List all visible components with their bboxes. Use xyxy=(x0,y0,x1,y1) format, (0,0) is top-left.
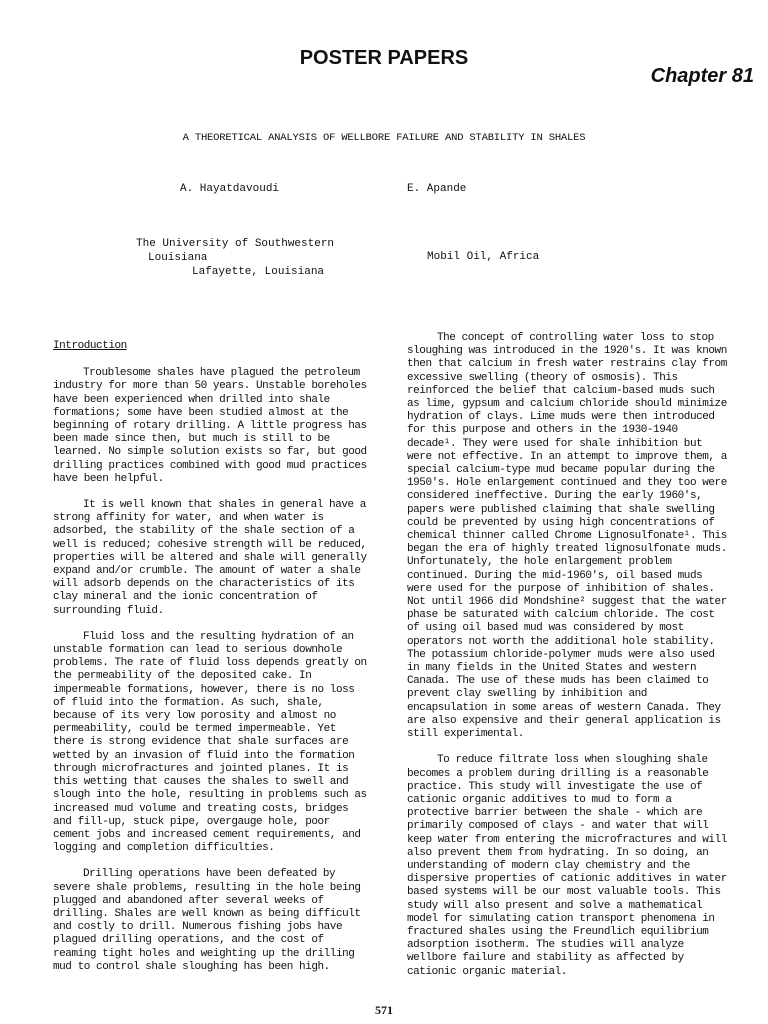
affiliation-2: Mobil Oil, Africa xyxy=(427,251,540,263)
author-name: A. Hayatdavoudi xyxy=(180,183,280,195)
section-heading: Introduction xyxy=(53,340,127,352)
paragraph: Drilling operations have been defeated by severe shale problems, resulting in the hole being plugged and abandoned after several weeks of drilling. Shales are well known as being difficult and costly to drill. Numerous fishing jobs have plagued drilling operations, and the cost of reaming tight holes and weighting up the drilling mud to control shale sloughing has been high. xyxy=(53,868,361,973)
paper-title: A THEORETICAL ANALYSIS OF WELLBORE FAILURE AND STABILITY IN SHALES xyxy=(182,132,586,144)
affiliation-line: Louisiana xyxy=(148,252,208,264)
paragraph: Troublesome shales have plagued the petroleum industry for more than 50 years. Unstable boreholes have been experienced when drilled into shale formations; some have been studied almost at the beginning of rotary drilling. A little progress has been made since then, but much is still to be learned. No simple solution exists so far, but good drilling practices combined with good mud practices have been helpful. xyxy=(53,367,367,485)
right-column xyxy=(407,332,727,992)
paragraph: Fluid loss and the resulting hydration of an unstable formation can lead to serious downhole problems. The rate of fluid loss depends greatly on the permeability of the deposited cake. In impermeable formations, however, there is no loss of fluid into the formation. As such, shale, because of its very low porosity and almost no permeability, could be termed impermeable. Yet there is strong evidence that shale surfaces are wetted by an invasion of fluid into the formation through microfractures and jointed planes. It is this wetting that causes the shales to swell and slough into the hole, resulting in problems such as increased mud volume and treating costs, bridges and fill-up, stuck pipe, overgauge hole, poor cement jobs and increased cement requirements, and logging and completion difficulties. xyxy=(53,630,367,855)
affiliation-line: The University of Southwestern xyxy=(136,238,335,250)
paragraph: The concept of controlling water loss to stop sloughing was introduced in the 1920's. It was known then that calcium in fresh water restrains clay from excessive swelling (theory of osmosis). This reinforced the belief that calcium-based muds such as lime, gypsum and calcium chloride should minimize hydration of clays. Lime muds were then introduced for this purpose and others in the 1930-1940 decade¹. They were used for shale inhibition but were not effective. In an attempt to improve them, a special calcium-type mud became popular during the 1950's. Hole enlargement continued and they too were considered ineffective. During the early 1960's, papers were published claiming that shale swelling could be prevented by using high concentrations of chemical thinner called Chrome Lignosulfonate¹. This began the era of highly treated lignosulfonate muds. Unfortunately, the hole enlargement problem continued. During the mid-1960's, oil based muds were used for the purpose of inhibition of shales. Not until 1966 did Mondshine² suggest that the water phase be saturated with calcium chloride. The cost of using oil based mud was considered by most operators not worth the additional hole stability. The potassium chloride-polymer muds were also used in many fields in the United States and western Canada. The use of these muds has been claimed to prevent clay swelling by inhibition and encapsulation in some areas of western Canada. They are also expensive and their general application is still experimental. xyxy=(407,332,727,741)
page-number: 571 xyxy=(375,1003,393,1017)
chapter-label: Chapter 81 xyxy=(650,65,754,87)
left-column xyxy=(53,332,369,987)
paragraph: It is well known that shales in general have a strong affinity for water, and when water is adsorbed, the stability of the shale section of a well is reduced; cohesive strength will be reduced, properties will be altered and shale will generally expand and/or crumble. The amount of water a shale will adsorb depends on the characteristics of its clay mineral and the ionic concentration of surrounding fluid. xyxy=(53,499,367,617)
author-name: E. Apande xyxy=(407,183,467,195)
paragraph: To reduce filtrate loss when sloughing shale becomes a problem during drilling is a reasonable practice. This study will investigate the use of cationic organic additives to mud to form a protective barrier between the shale - which are primarily composed of clays - and water that will keep water from entering the microfractures and will also prevent them from hydrating. In so doing, an understanding of modern clay chemistry and the dispersive properties of cationic additives in water based systems will be our most valuable tools. This study will also present and solve a mathematical model for simulating cation transport phenomena in fractured shales using the Freundlich equilibrium adsorption isotherm. The studies will analyze wellbore failure and stability as affected by cationic organic material. xyxy=(407,754,727,978)
section-header: POSTER PAPERS xyxy=(299,47,469,69)
affiliation-line: Lafayette, Louisiana xyxy=(192,266,325,278)
affiliation-1 xyxy=(136,237,334,279)
